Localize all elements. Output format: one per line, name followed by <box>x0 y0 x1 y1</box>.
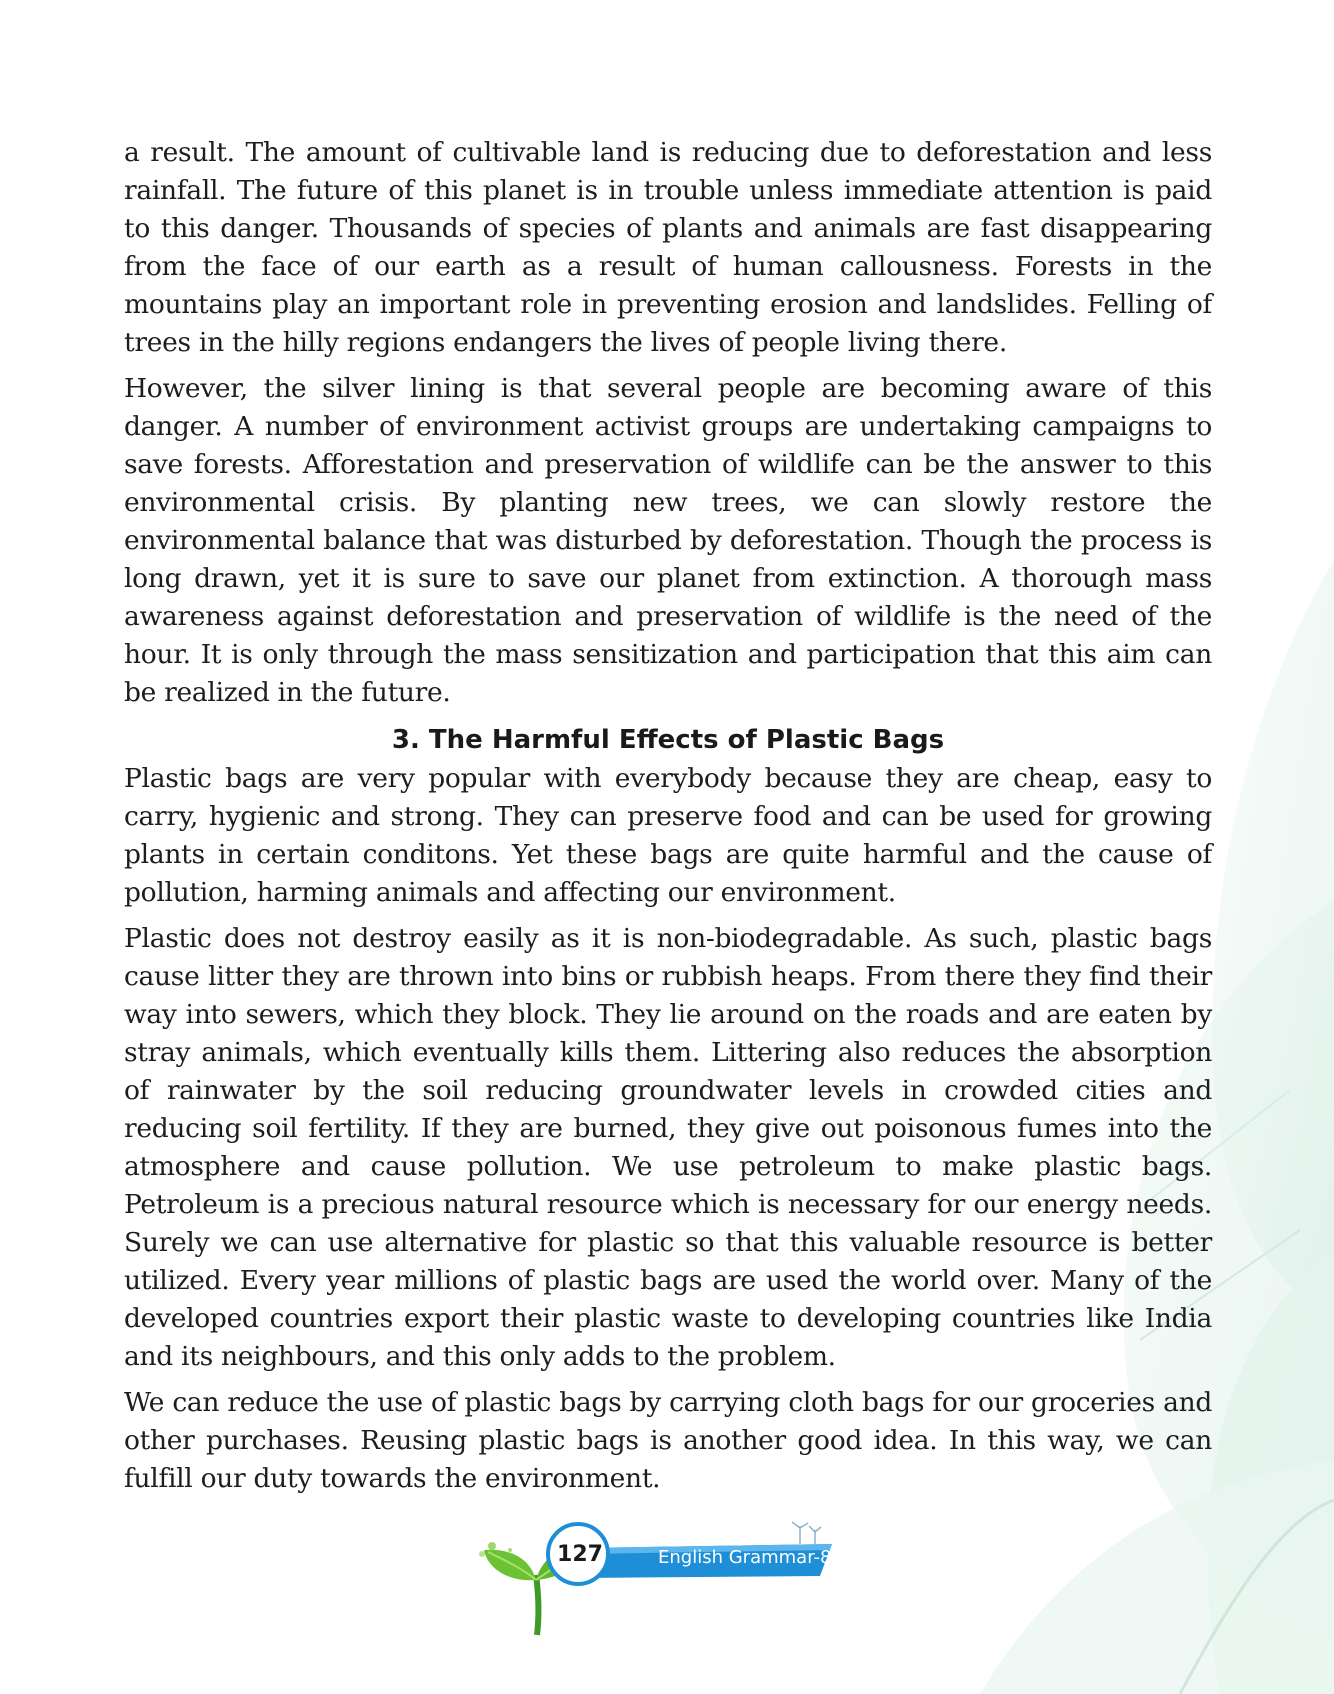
page-content <box>124 134 1212 1506</box>
footer-banner <box>470 1520 850 1640</box>
book-title: English Grammar-8 <box>658 1547 832 1568</box>
paragraph: Plastic does not destroy easily as it is non-biodegradable. As such, plastic bags cause litter they are thrown into bins or rubbish heaps. From there they find their way into sewers, which they block. They lie around on the roads and are eaten by stray animals, which eventually kills them. Littering also reduces the absorption of rainwater by the soil reducing groundwater levels in crowded cities and reducing soil fertility. If they are burned, they give out poisonous fumes into the atmosphere and cause pollution. We use petroleum to make plastic bags. Petroleum is a precious natural resource which is necessary for our energy needs. Surely we can use alternative for plastic so that this valuable resource is better utilized. Every year millions of plastic bags are used the world over. Many of the developed countries export their plastic waste to developing countries like India and its neighbours, and this only adds to the problem. <box>124 923 1212 1372</box>
paragraph: Plastic bags are very popular with everybody because they are cheap, easy to carry, hygienic and strong. They can preserve food and can be used for growing plants in certain conditons. Yet these bags are quite harmful and the cause of pollution, harming animals and affecting our environment. <box>124 763 1212 908</box>
page-number: 127 <box>557 1542 603 1567</box>
paragraph: We can reduce the use of plastic bags by carrying cloth bags for our groceries and other purchases. Reusing plastic bags is another good idea. In this way, we can fulfill our duty towards the environment. <box>124 1387 1212 1494</box>
paragraph: a result. The amount of cultivable land is reducing due to deforestation and less rainfall. The future of this planet is in trouble unless immediate attention is paid to this danger. Thousands of species of plants and animals are fast disappearing from the face of our earth as a result of human callousness. Forests in the mountains play an important role in preventing erosion and landslides. Felling of trees in the hilly regions endangers the lives of people living there. <box>124 137 1212 358</box>
section-heading: 3. The Harmful Effects of Plastic Bags <box>391 725 945 755</box>
paragraph: However, the silver lining is that several people are becoming aware of this danger. A number of environment activist groups are undertaking campaigns to save forests. Afforestation and preservation of wildlife can be the answer to this environmental crisis. By planting new trees, we can slowly restore the environmental balance that was disturbed by deforestation. Though the process is long drawn, yet it is sure to save our planet from extinction. A thorough mass awareness against deforestation and preservation of wildlife is the need of the hour. It is only through the mass sensitization and participation that this aim can be realized in the future. <box>124 373 1212 708</box>
wind-turbine-icon <box>792 1522 821 1544</box>
